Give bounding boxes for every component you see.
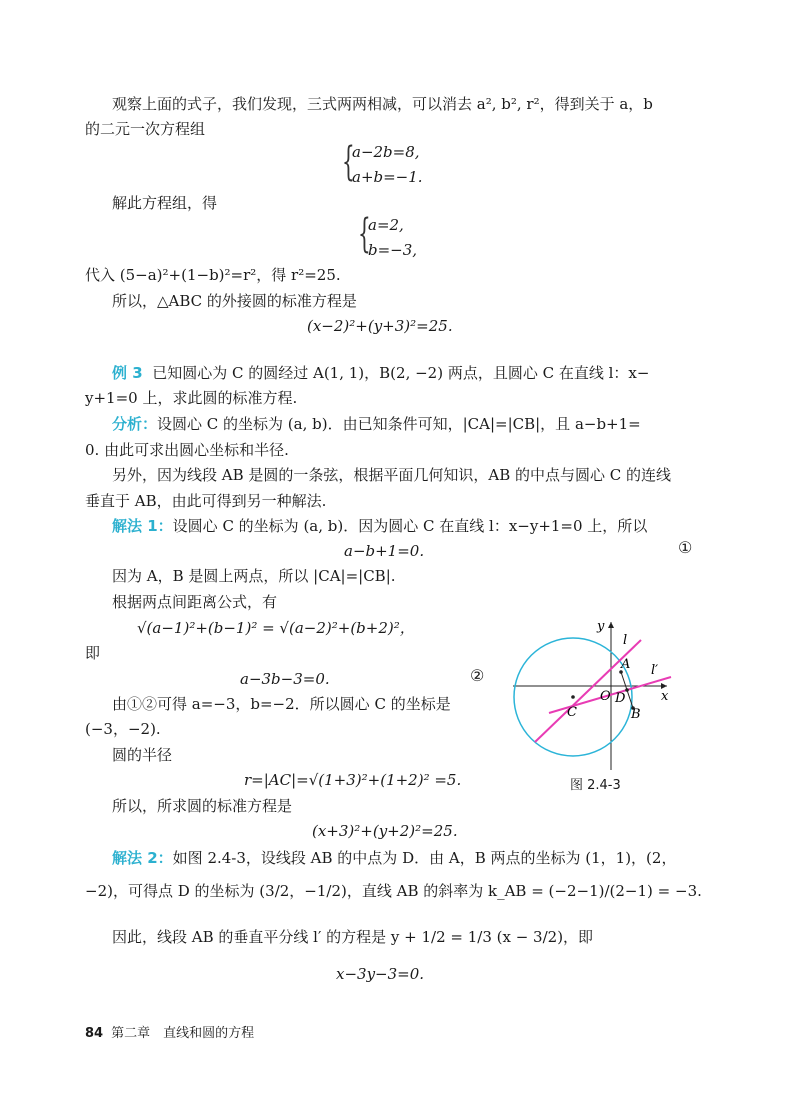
chapter-title: 第二章 直线和圆的方程 xyxy=(111,1026,255,1041)
system1-eq2: a+b=−1. xyxy=(352,168,423,186)
method2-line-1 xyxy=(112,847,676,869)
page-footer xyxy=(85,1022,254,1041)
label-y: y xyxy=(597,619,605,634)
method2-line-2: −2)，可得点 D 的坐标为 (3/2，−1/2)，直线 AB 的斜率为 k_AB = (−2−1)/(2−1) = −3. xyxy=(85,882,702,900)
method2-eq6: x−3y−3=0. xyxy=(336,965,425,983)
brace-system-1: { xyxy=(342,139,355,185)
point-C xyxy=(571,695,575,699)
example-3-line-2: y+1=0 上，求此圆的标准方程. xyxy=(85,389,298,407)
method1-line-8: 所以，所求圆的标准方程是 xyxy=(112,797,293,815)
system1-eq1: a−2b=8, xyxy=(352,143,420,161)
y-axis-arrow-icon xyxy=(608,622,614,628)
system2-eq1: a=2, xyxy=(368,216,404,234)
method1-eq5: (x+3)²+(y+2)²=25. xyxy=(312,822,458,840)
analysis-line-3: 另外，因为线段 AB 是圆的一条弦，根据平面几何知识，AB 的中点与圆心 C 的连线 xyxy=(112,466,672,484)
figure-circle-diagram xyxy=(505,610,685,780)
page-number: 84 xyxy=(85,1026,104,1041)
system2-eq2: b=−3, xyxy=(368,241,418,259)
eq-number-2: ② xyxy=(470,666,485,685)
label-O: O xyxy=(600,689,611,704)
eq-number-1: ① xyxy=(678,538,693,557)
method1-eq3: a−3b−3=0. xyxy=(240,670,330,688)
method1-eq2: √(a−1)²+(b−1)² = √(a−2)²+(b+2)²， xyxy=(137,619,415,637)
method1-eq4: r=|AC|=√(1+3)²+(1+2)² =5. xyxy=(244,771,462,789)
label-l: l xyxy=(623,633,628,648)
method1-eq1: a−b+1=0. xyxy=(344,542,425,560)
analysis-line-2: 0. 由此可求出圆心坐标和半径. xyxy=(85,441,289,459)
label-C: C xyxy=(567,705,577,720)
substitute-line: 代入 (5−a)²+(1−b)²=r²，得 r²=25. xyxy=(85,266,341,284)
method1-line-2: 因为 A，B 是圆上两点，所以 |CA|=|CB|. xyxy=(112,567,396,585)
label-A: A xyxy=(621,657,631,672)
label-x: x xyxy=(661,689,669,704)
result-equation-1: (x−2)²+(y+3)²=25. xyxy=(307,317,453,335)
method2-line-3: 因此，线段 AB 的垂直平分线 l′ 的方程是 y + 1/2 = 1/3 (x − 3/2)，即 xyxy=(112,928,594,946)
method1-line-1 xyxy=(112,515,647,537)
method1-line-3: 根据两点间距离公式，有 xyxy=(112,593,278,611)
figure-caption: 图 2.4-3 xyxy=(570,778,621,793)
point-D xyxy=(625,688,629,692)
analysis-text-1: 设圆心 C 的坐标为 (a, b)．由已知条件可知，|CA|=|CB|，且 a−b+1= xyxy=(157,415,641,433)
solve-text: 解此方程组，得 xyxy=(112,194,218,212)
example-3-line-1 xyxy=(112,362,649,384)
method2-label: 解法 2： xyxy=(112,849,173,867)
conclusion-line: 所以，△ABC 的外接圆的标准方程是 xyxy=(112,292,357,310)
analysis-line-1 xyxy=(112,413,641,435)
example-label: 例 3 xyxy=(112,364,143,382)
label-D: D xyxy=(615,691,626,706)
method2-text-1: 如图 2.4-3，设线段 AB 的中点为 D．由 A，B 两点的坐标为 (1，1)，(2， xyxy=(172,849,677,867)
method1-line-5: 由①②可得 a=−3，b=−2．所以圆心 C 的坐标是 xyxy=(112,695,451,713)
intro-line-1: 观察上面的式子，我们发现，三式两两相减，可以消去 a², b², r²，得到关于 a，b xyxy=(112,95,653,113)
method1-line-4: 即 xyxy=(85,644,101,662)
method1-line-7: 圆的半径 xyxy=(112,746,173,764)
example-text-1: 已知圆心为 C 的圆经过 A(1, 1)，B(2, −2) 两点，且圆心 C 在直线 l：x− xyxy=(152,364,650,382)
method1-line-6: (−3，−2). xyxy=(85,720,161,738)
label-B: B xyxy=(631,707,641,722)
analysis-label: 分析： xyxy=(112,415,158,433)
analysis-line-4: 垂直于 AB，由此可得到另一种解法. xyxy=(85,492,327,510)
intro-line-2: 的二元一次方程组 xyxy=(85,120,206,138)
brace-system-2: { xyxy=(358,211,371,257)
method1-label: 解法 1： xyxy=(112,517,173,535)
label-l-prime: l′ xyxy=(651,663,659,678)
method1-text-1: 设圆心 C 的坐标为 (a, b)．因为圆心 C 在直线 l：x−y+1=0 上，所以 xyxy=(172,517,648,535)
